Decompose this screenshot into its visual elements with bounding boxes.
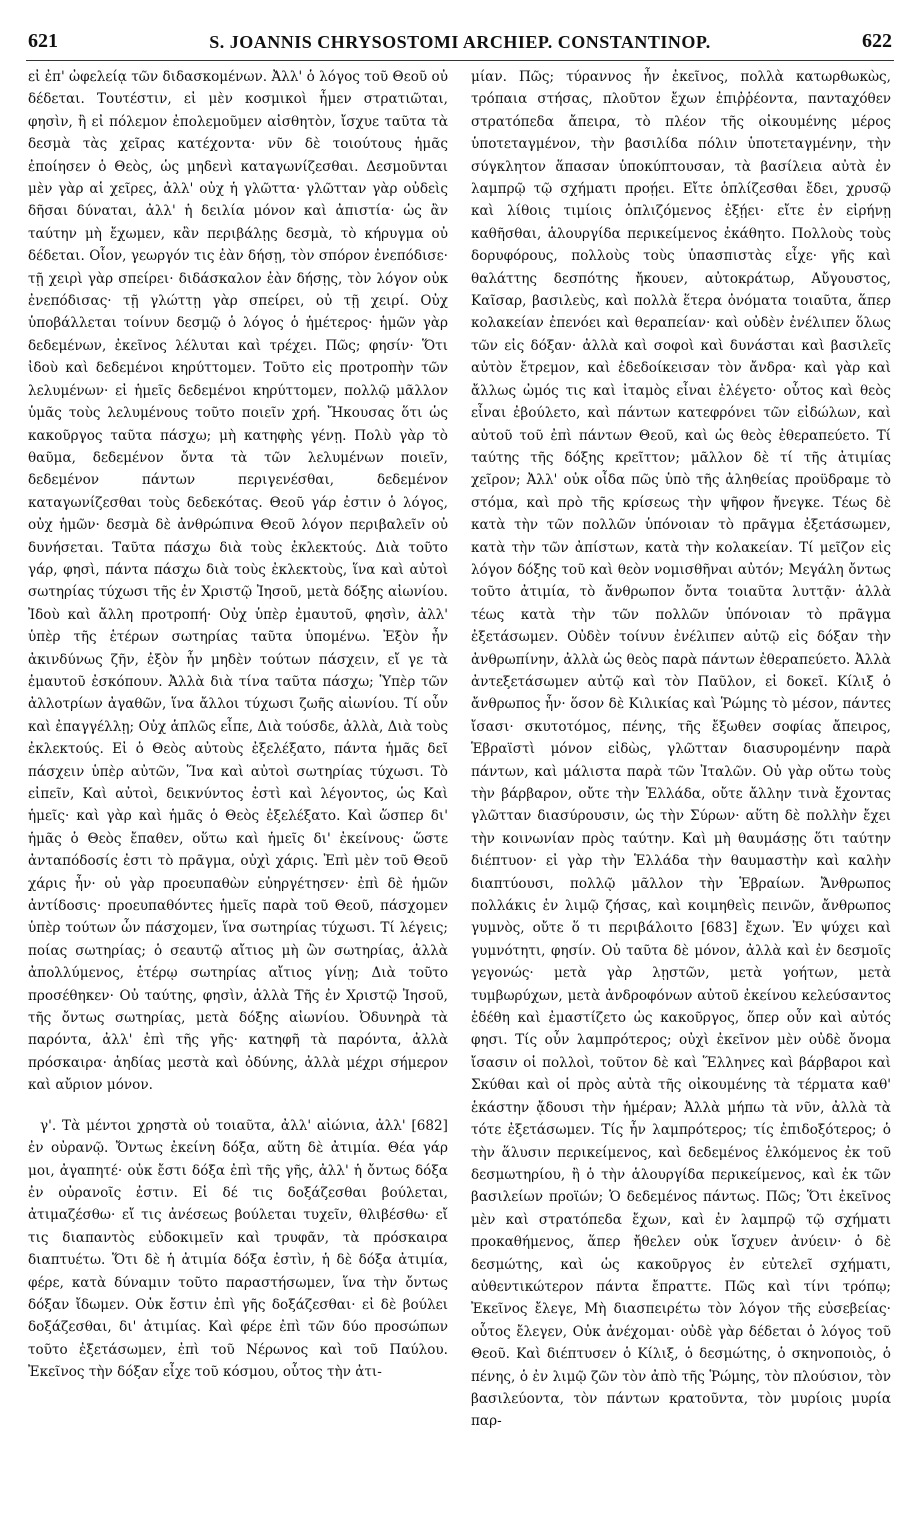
paragraph: εἰ ἐπ' ὠφελείᾳ τῶν διδασκομένων. Ἀλλ' ὁ λόγος τοῦ Θεοῦ οὐ δέδεται. Τουτέστιν, εἰ μὲν κοσμικοὶ ἦμεν στρατιῶται, φησὶν, ἢ εἰ πόλεμον ἐπολεμοῦμεν αἰσθητὸν, ἴσχυε ταῦτα τὰ δεσμὰ τὰς χεῖρας κατέχοντα· νῦν δὲ τοιούτους ἡμᾶς ἐποίησεν ὁ Θεὸς, ὡς μηδενὶ καταγωνίζεσθαι. Δεσμοῦνται μὲν γὰρ αἱ χεῖρες, ἀλλ' οὐχ ἡ γλῶττα· γλῶτταν γὰρ οὐδεὶς δῆσαι δύναται, ἀλλ' ἡ δειλία μόνον καὶ ἀπιστία· ὡς ἂν ταύτην μὴ ἔχωμεν, κἂν περιβάλῃς δεσμὰ, τὸ κήρυγμα οὐ δέδεται. Οἷον, γεωργόν τις ἐὰν δήσῃ, τὸν σπόρον ἐνεπόδισε· τῇ χειρὶ γὰρ σπείρει· διδάσκαλον ἐὰν δήσῃς, τὸν λόγον οὐκ ἐνεπόδισας· τῇ γλώττῃ γὰρ σπείρει, οὐ τῇ χειρί. Οὐχ ὑποβάλλεται τοίνυν δεσμῷ ὁ λόγος ὁ ἡμέτερος· ἡμῶν γὰρ δεδεμένων, ἐκεῖνος λέλυται καὶ τρέχει. Πῶς; φησίν· Ὅτι ἰδοὺ καὶ δεδεμένοι κηρύττομεν. Τοῦτο εἰς προτροπὴν τῶν λελυμένων· εἰ ἡμεῖς δεδεμένοι κηρύττομεν, πολλῷ μᾶλλον ὑμᾶς τοὺς λελυμένους τοῦτο ποιεῖν χρή. Ἤκουσας ὅτι ὡς κακοῦργος ταῦτα πάσχω; μὴ κατηφὴς γένῃ. Πολὺ γὰρ τὸ θαῦμα, δεδεμένον ὄντα τὰ τῶν λελυμένων ποιεῖν, δεδεμένον πάντων περιγενέσθαι, δεδεμένον καταγωνίζεσθαι τοὺς δεδεκότας. Θεοῦ γάρ ἐστιν ὁ λόγος, οὐχ ἡμῶν· δεσμὰ δὲ ἀνθρώπινα Θεοῦ λόγον περιβαλεῖν οὐ δυνήσεται. Ταῦτα πάσχω διὰ τοὺς ἐκλεκτούς. Διὰ τοῦτο γάρ, φησὶ, πάντα πάσχω διὰ τοὺς ἐκλεκτοὺς, ἵνα καὶ αὐτοὶ σωτηρίας τύχωσι τῆς ἐν Χριστῷ Ἰησοῦ, μετὰ δόξης αἰωνίου. Ἰδοὺ καὶ ἄλλη προτροπή· Οὐχ ὑπὲρ ἐμαυτοῦ, φησὶν, ἀλλ' ὑπὲρ τῆς ἑτέρων σωτηρίας ταῦτα ὑπομένω. Ἐξὸν ἦν ἀκινδύνως ζῆν, ἐξὸν ἦν μηδὲν τούτων πάσχειν, εἴ γε τὰ ἐμαυτοῦ ἐσκόπουν. Ἀλλὰ διὰ τίνα ταῦτα πάσχω; Ὑπὲρ τῶν ἀλλοτρίων ἀγαθῶν, ἵνα ἄλλοι τύχωσι ζωῆς αἰωνίου. Τί οὖν καὶ ἐπαγγέλλῃ; Οὐχ ἁπλῶς εἶπε, Διὰ τούσδε, ἀλλὰ, Διὰ τοὺς ἐκλεκτούς. Εἰ ὁ Θεὸς αὐτοὺς ἐξελέξατο, πάντα ἡμᾶς δεῖ πάσχειν ὑπὲρ αὐτῶν, Ἵνα καὶ αὐτοὶ σωτηρίας τύχωσι. Τὸ εἰπεῖν, Καὶ αὐτοὶ, δεικνύντος ἐστὶ καὶ λέγοντος, ὡς Καὶ ἡμεῖς· καὶ γὰρ καὶ ἡμᾶς ὁ Θεὸς ἐξελέξατο. Καὶ ὥσπερ δι' ἡμᾶς ὁ Θεὸς ἔπαθεν, οὕτω καὶ ἡμεῖς δι' ἐκείνους· ὥστε ἀνταπόδοσίς ἐστι τὸ πρᾶγμα, οὐχὶ χάρις. Ἐπὶ μὲν τοῦ Θεοῦ χάρις ἦν· οὐ γὰρ προευπαθὼν εὐηργέτησεν· ἐπὶ δὲ ἡμῶν ἀντίδοσις· προευπαθόντες ἡμεῖς παρὰ τοῦ Θεοῦ, πάσχομεν ὑπὲρ τούτων ὧν πάσχομεν, ἵνα σωτηρίας τύχωσι. Τί λέγεις; ποίας σωτηρίας; ὁ σεαυτῷ αἴτιος μὴ ὢν σωτηρίας, ἀλλὰ ἀπολλύμενος, ἑτέρῳ σωτηρίας αἴτιος γίνῃ; Διὰ τοῦτο προσέθηκεν· Οὐ ταύτης, φησὶν, ἀλλὰ Τῆς ἐν Χριστῷ Ἰησοῦ, τῆς ὄντως σωτηρίας, μετὰ δόξης αἰωνίου. Ὀδυνηρὰ τὰ παρόντα, ἀλλ' ἐπὶ τῆς γῆς· κατηφῆ τὰ παρόντα, ἀλλὰ πρόσκαιρα· ἀηδίας μεστὰ καὶ ὀδύνης, ἀλλὰ μέχρι σήμερον καὶ αὔριον μόνον. <box>28 69 448 1094</box>
left-column <box>28 66 448 1526</box>
running-header <box>22 30 898 60</box>
paragraph: μίαν. Πῶς; τύραννος ἦν ἐκεῖνος, πολλὰ κατωρθωκὼς, τρόπαια στήσας, πλοῦτον ἔχων ἐπιῤῥέοντα, πανταχόθεν στρατόπεδα ἄπειρα, τὸ πλέον τῆς οἰκουμένης μέρος ὑποτεταγμένον, τὴν βασιλίδα πόλιν ὑποτεταγμένην, τὴν σύγκλητον ἅπασαν ὑποκύπτουσαν, τὰ βασίλεια αὐτὰ ἐν λαμπρῷ τῷ σχήματι προῄει. Εἴτε ὁπλίζεσθαι ἔδει, χρυσῷ καὶ λίθοις τιμίοις ὁπλιζόμενος ἐξῄει· εἴτε ἐν εἰρήνῃ καθῆσθαι, ἁλουργίδα περικείμενος ἐκάθητο. Πολλοὺς τοὺς δορυφόρους, πολλοὺς τοὺς ὑπασπιστὰς εἶχε· γῆς καὶ θαλάττης δεσπότης ἤκουεν, αὐτοκράτωρ, Αὔγουστος, Καῖσαρ, βασιλεὺς, καὶ πολλὰ ἕτερα ὀνόματα τοιαῦτα, ἅπερ κολακείαν ἐπενόει καὶ θεραπείαν· καὶ οὐδὲν ἐνέλιπεν ὅλως τῶν εἰς δόξαν· ἀλλὰ καὶ σοφοὶ καὶ δυνάσται καὶ βασιλεῖς αὐτὸν ἔτρεμον, καὶ ἐδεδοίκεισαν τὸν ἄνδρα· καὶ γὰρ καὶ ἄλλως ὠμός τις καὶ ἰταμὸς εἶναι ἐλέγετο· οὗτος καὶ θεὸς εἶναι ἐβούλετο, καὶ πάντων κατεφρόνει τῶν εἰδώλων, καὶ αὐτοῦ τοῦ ἐπὶ πάντων Θεοῦ, καὶ ὡς θεὸς ἐθεραπεύετο. Τί ταύτης τῆς δόξης κρεῖττον; μᾶλλον δὲ τί τῆς ἀτιμίας χεῖρον; Ἀλλ' οὐκ οἶδα πῶς ὑπὸ τῆς ἀληθείας προϋδραμε τὸ στόμα, καὶ πρὸ τῆς κρίσεως τὴν ψῆφον ἤνεγκε. Τέως δὲ κατὰ τὴν τῶν πολλῶν ὑπόνοιαν τὸ πρᾶγμα ἐξετάσωμεν, κατὰ τὴν τῶν ἀπίστων, κατὰ τὴν κολακείαν. Τί μεῖζον εἰς λόγον δόξης τοῦ καὶ θεὸν νομισθῆναι αὐτόν; Μεγάλη ὄντως τοῦτο ἀτιμία, τὸ ἄνθρωπον ὄντα τοιαῦτα λυττᾷν· ἀλλὰ τέως κατὰ τὴν τῶν πολλῶν ὑπόνοιαν τὸ πρᾶγμα ἐξετάσωμεν. Οὐδὲν τοίνυν ἐνέλιπεν αὐτῷ εἰς δόξαν τὴν ἀνθρωπίνην, ἀλλὰ ὡς θεὸς παρὰ πάντων ἐθεραπεύετο. Ἀλλὰ ἀντεξετάσωμεν αὐτῷ καὶ τὸν Παῦλον, εἰ δοκεῖ. Κίλιξ ὁ ἄνθρωπος ἦν· ὅσον δὲ Κιλικίας καὶ Ῥώμης τὸ μέσον, πάντες ἴσασι· σκυτοτόμος, πένης, τῆς ἔξωθεν σοφίας ἄπειρος, Ἑβραϊστὶ μόνον εἰδὼς, γλῶτταν διασυρομένην παρὰ πάντων, καὶ μάλιστα παρὰ τῶν Ἰταλῶν. Οὐ γὰρ οὕτω τοὺς τὴν βάρβαρον, οὔτε τὴν Ἑλλάδα, οὔτε ἄλλην τινὰ ἔχοντας γλῶτταν διασύρουσιν, ὡς τὴν Σύρων· αὕτη δὲ πολλὴν ἔχει τὴν κοινωνίαν πρὸς ταύτην. Καὶ μὴ θαυμάσῃς ὅτι ταύτην διέπτυον· εἰ γὰρ τὴν Ἑλλάδα τὴν θαυμαστὴν καὶ καλὴν διαπτύουσι, πολλῷ μᾶλλον τὴν Ἑβραίων. Ἄνθρωπος πολλάκις ἐν λιμῷ ζήσας, καὶ κοιμηθεὶς πεινῶν, ἄνθρωπος γυμνὸς, οὔτε ὅ τι περιβάλοιτο [683] ἔχων. Ἐν ψύχει καὶ γυμνότητι, φησίν. Οὐ ταῦτα δὲ μόνον, ἀλλὰ καὶ ἐν δεσμοῖς γεγονώς· μετὰ γὰρ λῃστῶν, μετὰ γοήτων, μετὰ τυμβωρύχων, μετὰ ἀνδροφόνων αὐτοῦ ἐκείνου κελεύσαντος ἐδέθη καὶ ἐμαστίζετο ὡς κακοῦργος, ὅπερ οὖν καὶ αὐτός φησι. Τίς οὖν λαμπρότερος; οὐχὶ ἐκεῖνον μὲν οὐδὲ ὄνομα ἴσασιν οἱ πολλοὶ, τοῦτον δὲ καὶ Ἕλληνες καὶ βάρβαροι καὶ Σκύθαι καὶ οἱ πρὸς αὐτὰ τῆς οἰκουμένης τὰ τέρματα καθ' ἑκάστην ᾄδουσι τὴν ἡμέραν; Ἀλλὰ μήπω τὰ νῦν, ἀλλὰ τὰ τότε ἐξετάσωμεν. Τίς ἦν λαμπρότερος; τίς ἐπιδοξότερος; ὁ τὴν ἅλυσιν περικείμενος, καὶ δεδεμένος ἑλκόμενος ἐκ τοῦ δεσμωτηρίου, ἢ ὁ τὴν ἁλουργίδα περικείμενος, καὶ ἐκ τῶν βασιλείων προϊών; Ὁ δεδεμένος πάντως. Πῶς; Ὅτι ἐκεῖνος μὲν καὶ στρατόπεδα ἔχων, καὶ ἐν λαμπρῷ τῷ σχήματι προκαθήμενος, ἅπερ ἤθελεν οὐκ ἴσχυεν ἀνύειν· ὁ δὲ δεσμώτης, καὶ ὡς κακοῦργος ἐν εὐτελεῖ σχήματι, αὐθεντικώτερον πάντα ἔπραττε. Πῶς καὶ τίνι τρόπῳ; Ἐκεῖνος ἔλεγε, Μὴ διασπειρέτω τὸν λόγον τῆς εὐσεβείας· οὗτος ἔλεγεν, Οὐκ ἀνέχομαι· οὐδὲ γὰρ δέδεται ὁ λόγος τοῦ Θεοῦ. Καὶ διέπτυσεν ὁ Κίλιξ, ὁ δεσμώτης, ὁ σκηνοποιὸς, ὁ πένης, ὁ ἐν λιμῷ ζῶν τὸν ἀπὸ τῆς Ῥώμης, τὸν πλούσιον, τὸν βασιλεύοντα, τὸν πάντων κρατοῦντα, τὸν μυρίοις μυρία παρ- <box>471 69 891 1430</box>
page-number-left: 621 <box>28 30 58 52</box>
right-column <box>471 66 891 1526</box>
header-rule <box>26 60 894 61</box>
running-title: S. JOANNIS CHRYSOSTOMI ARCHIEP. CONSTANTINOP. <box>209 32 711 52</box>
section-paragraph: γ'. Τὰ μέντοι χρηστὰ οὐ τοιαῦτα, ἀλλ' αἰώνια, ἀλλ' [682] ἐν οὐρανῷ. Ὄντως ἐκείνη δόξα, αὕτη δὲ ἀτιμία. Θέα γάρ μοι, ἀγαπητέ· οὐκ ἔστι δόξα ἐπὶ τῆς γῆς, ἀλλ' ἡ ὄντως δόξα ἐν οὐρανοῖς ἐστιν. Εἰ δέ τις δοξάζεσθαι βούλεται, ἀτιμαζέσθω· εἴ τις ἀνέσεως βούλεται τυχεῖν, θλιβέσθω· εἴ τις διαπαντὸς εὐδοκιμεῖν καὶ τρυφᾶν, τὰ πρόσκαιρα διαπτυέτω. Ὅτι δὲ ἡ ἀτιμία δόξα ἐστὶν, ἡ δὲ δόξα ἀτιμία, φέρε, κατὰ δύναμιν τοῦτο παραστήσωμεν, ἵνα τὴν ὄντως δόξαν ἴδωμεν. Οὐκ ἔστιν ἐπὶ γῆς δοξάζεσθαι· εἰ δὲ βούλει δοξάζεσθαι, δι' ἀτιμίας. Καὶ φέρε ἐπὶ τῶν δύο προσώπων τοῦτο ἐξετάσωμεν, ἐπὶ τοῦ Νέρωνος καὶ τοῦ Παύλου. Ἐκεῖνος τὴν δόξαν εἶχε τοῦ κόσμου, οὗτος τὴν ἀτι- <box>28 1117 448 1381</box>
page-number-right: 622 <box>862 30 892 52</box>
